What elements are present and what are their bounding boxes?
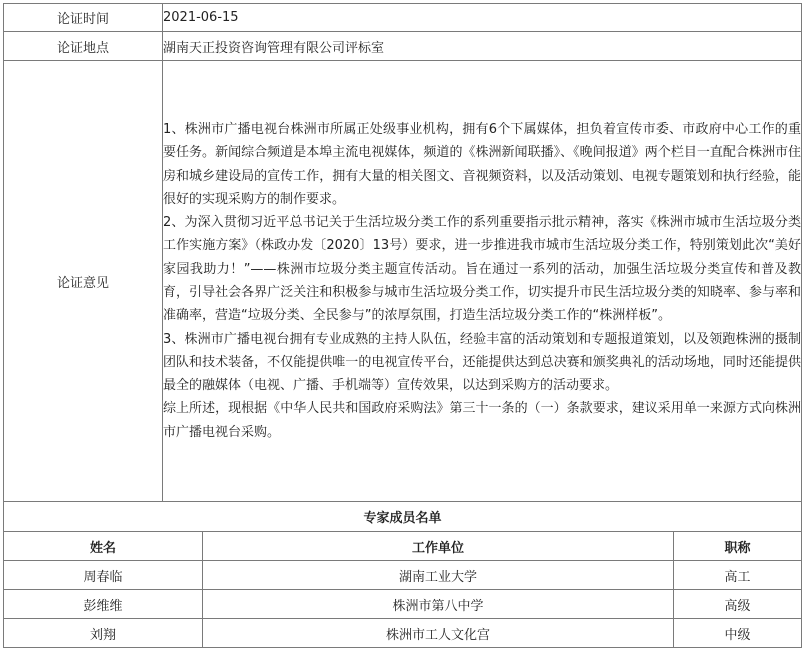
table-row: [4, 619, 802, 648]
header-title: 职称: [674, 532, 802, 561]
time-label: 论证时间: [4, 4, 163, 32]
expert-unit: 株洲市工人文化宫: [203, 619, 674, 648]
expert-name: 周春临: [4, 561, 203, 590]
opinion-label: 论证意见: [4, 61, 163, 502]
table-row: [4, 590, 802, 619]
opinion-paragraph-1: 1、株洲市广播电视台株洲市所属正处级事业机构，拥有6个下属媒体，担负着宣传市委、市政府中心工作的重要任务。新闻综合频道是本埠主流电视媒体，频道的《株洲新闻联播》、《晚间报道》两个栏目一直配合株洲市住房和城乡建设局的宣传工作，拥有大量的相关图文、音视频资料，以及活动策划、电视专题策划和执行经验，能很好的实现采购方的制作要求。: [163, 121, 802, 207]
experts-header-row: [4, 532, 802, 561]
expert-title: 中级: [674, 619, 802, 648]
expert-title: 高工: [674, 561, 802, 590]
argumentation-table: [3, 3, 802, 648]
opinion-paragraph-3: 3、株洲市广播电视台拥有专业成熟的主持人队伍，经验丰富的活动策划和专题报道策划，以及领跑株洲的摄制团队和技术装备，不仅能提供唯一的电视宣传平台，还能提供达到总决赛和颁奖典礼的活动场地，同时还能提供最全的融媒体（电视、广播、手机端等）宣传效果，以达到采购方的活动要求。: [163, 331, 802, 394]
expert-title: 高级: [674, 590, 802, 619]
experts-title: 专家成员名单: [4, 502, 802, 532]
opinion-body: [163, 61, 802, 502]
opinion-row: [4, 61, 802, 502]
experts-title-row: [4, 502, 802, 532]
opinion-paragraph-2: 2、为深入贯彻习近平总书记关于生活垃圾分类工作的系列重要指示批示精神，落实《株洲市城市生活垃圾分类工作实施方案》（株政办发〔2020〕13号）要求，进一步推进我市城市生活垃圾分类工作，特别策划此次“美好家园我助力！”——株洲市垃圾分类主题宣传活动。旨在通过一系列的活动，加强生活垃圾分类宣传和普及教育，引导社会各界广泛关注和积极参与城市生活垃圾分类工作，切实提升市民生活垃圾分类的知晓率、参与率和准确率，营造“垃圾分类、全民参与”的浓厚氛围，打造生活垃圾分类工作的“株洲样板”。: [163, 215, 802, 324]
place-label: 论证地点: [4, 32, 163, 61]
expert-unit: 株洲市第八中学: [203, 590, 674, 619]
header-unit: 工作单位: [203, 532, 674, 561]
header-name: 姓名: [4, 532, 203, 561]
expert-name: 刘翔: [4, 619, 203, 648]
opinion-paragraph-4: 综上所述，现根据《中华人民共和国政府采购法》第三十一条的（一）条款要求，建议采用单一来源方式向株洲市广播电视台采购。: [163, 401, 802, 440]
time-value: 2021-06-15: [163, 4, 802, 32]
expert-unit: 湖南工业大学: [203, 561, 674, 590]
table-row: [4, 561, 802, 590]
expert-name: 彭维维: [4, 590, 203, 619]
time-row: [4, 4, 802, 32]
place-row: [4, 32, 802, 61]
place-value: 湖南天正投资咨询管理有限公司评标室: [163, 32, 802, 61]
